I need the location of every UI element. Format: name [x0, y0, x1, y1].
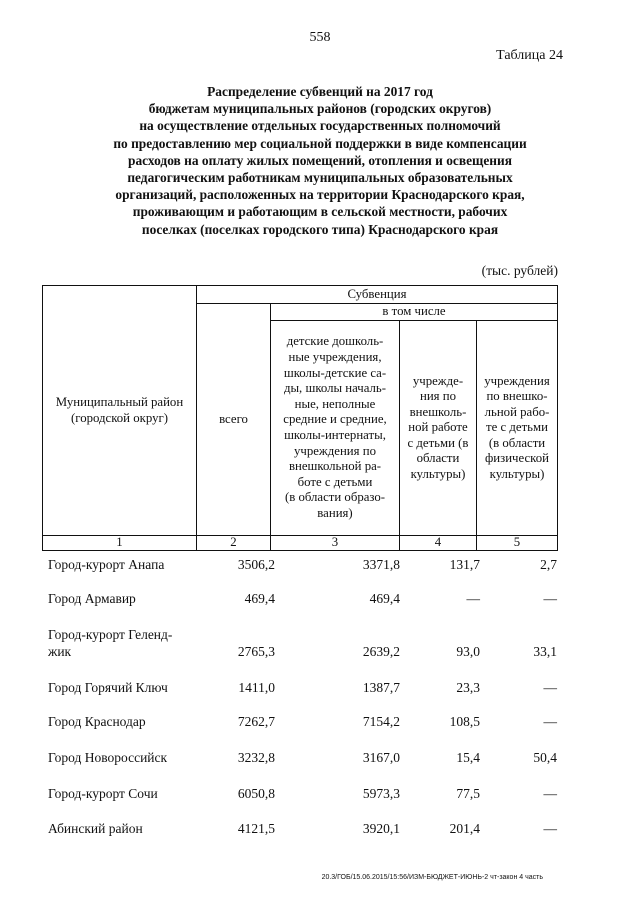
header-text-line: ния по: [419, 389, 456, 404]
col-number-3: 3: [331, 535, 339, 550]
table-row: [48, 556, 560, 588]
header-text-line: внешколь-: [409, 404, 467, 419]
value-education: 1387,7: [362, 680, 400, 695]
header-text-line: те с детьми: [486, 420, 548, 435]
header-preschool: [271, 321, 399, 535]
right-border: [557, 285, 558, 551]
district-name: Город Новороссийск: [48, 750, 168, 765]
header-text-line: (в области образо-: [284, 490, 386, 505]
title-line: расходов на оплату жилых помещений, отопления и освещения: [128, 152, 512, 168]
value-total: 3506,2: [237, 557, 275, 572]
title-line: поселках (поселках городского типа) Краснодарского края: [141, 221, 499, 237]
value-education: 3371,8: [362, 557, 400, 572]
col-number-1: 1: [116, 535, 123, 550]
value-sport: —: [543, 821, 557, 836]
header-text-line: физической: [485, 451, 549, 466]
header-total: всего: [219, 411, 248, 426]
value-education: 3167,0: [362, 750, 400, 765]
value-sport: —: [543, 680, 557, 695]
header-text-line: с детьми (в: [407, 435, 469, 450]
district-name: Город-курорт Сочи: [48, 786, 158, 801]
document-title: [60, 83, 580, 238]
district-name: Абинский район: [48, 821, 143, 836]
title-line: Распределение субвенций на 2017 год: [207, 84, 433, 99]
header-district: [43, 286, 196, 535]
table-row: [48, 820, 560, 852]
header-text-line: по внешко-: [486, 389, 548, 404]
header-text-line: учреждения по: [294, 443, 376, 458]
table-row: [48, 713, 560, 745]
title-line: организаций, расположенных на территории Краснодарского края,: [115, 187, 525, 203]
value-total: 3232,8: [237, 750, 275, 765]
title-line: проживающим и работающим в сельской местности, рабочих: [132, 204, 508, 220]
header-text-line: учрежде-: [412, 374, 464, 389]
table-row: [48, 626, 560, 666]
value-sport: —: [543, 591, 557, 606]
footer-meta: 20.3/ГОБ/15.06.2015/15:56/ИЗМ-БЮДЖЕТ-ИЮНЬ-2 чт-закон 4 часть: [321, 874, 543, 881]
header-text-line: школы-детские са-: [283, 365, 387, 380]
value-culture: 131,7: [449, 557, 480, 572]
table-row: [48, 590, 560, 622]
district-name-line: жик: [48, 644, 72, 659]
value-culture: 77,5: [456, 786, 480, 801]
value-sport: 50,4: [533, 750, 557, 765]
header-text-line: культуры): [489, 466, 545, 481]
col-number-5: 5: [513, 535, 521, 550]
district-name: Город-курорт Анапа: [48, 557, 165, 572]
header-text-line: ные учреждения,: [288, 350, 382, 365]
title-line: педагогическим работникам муниципальных образовательных: [127, 170, 513, 186]
header-text-line: области: [416, 451, 460, 466]
header-culture: [400, 321, 476, 535]
table-row: [48, 679, 560, 711]
district-name: Город Армавир: [48, 591, 136, 606]
header-text-line: детские дошколь-: [286, 334, 384, 349]
district-name: [48, 626, 208, 660]
header-text-line: ной работе: [408, 420, 468, 435]
header-text-line: (городской округ): [71, 410, 168, 425]
header-text-line: культуры): [410, 466, 466, 481]
value-total: 1411,0: [238, 680, 275, 695]
col-number-4: 4: [434, 535, 442, 550]
header-text-line: учреждения: [484, 374, 550, 389]
page-number: 558: [309, 30, 331, 45]
header-text-line: ные, неполные: [294, 396, 376, 411]
value-culture: 23,3: [456, 680, 480, 695]
value-culture: 108,5: [449, 714, 480, 729]
value-sport: 33,1: [533, 644, 557, 659]
value-education: 2639,2: [362, 644, 400, 659]
value-sport: —: [543, 786, 557, 801]
value-total: 7262,7: [237, 714, 275, 729]
value-total: 6050,8: [237, 786, 275, 801]
title-line: бюджетам муниципальных районов (городских округов): [148, 101, 492, 117]
header-text-line: (в области: [488, 435, 546, 450]
header-text-line: внешкольной ра-: [288, 459, 382, 474]
header-text-line: льной рабо-: [484, 404, 550, 419]
value-sport: 2,7: [540, 557, 557, 572]
header-text-line: Муниципальный район: [55, 395, 184, 410]
header-text-line: школы-интернаты,: [284, 428, 386, 442]
title-line: на осуществление отдельных государственных полномочий: [139, 118, 501, 134]
value-education: 3920,1: [362, 821, 400, 836]
header-text-line: вания): [317, 505, 353, 520]
value-total: 4121,5: [237, 821, 275, 836]
table-row: [48, 785, 560, 817]
value-culture: 201,4: [449, 821, 480, 836]
title-line: по предоставлению мер социальной поддержки в виде компенсации: [113, 135, 527, 151]
district-name-line: Город-курорт Геленд-: [48, 627, 173, 642]
value-total: 2765,3: [237, 644, 275, 659]
header-text-line: боте с детьми: [297, 474, 373, 489]
table-row: [48, 749, 560, 781]
value-education: 469,4: [369, 591, 400, 606]
col-number-2: 2: [230, 535, 237, 550]
units-label: (тыс. рублей): [481, 263, 558, 278]
district-name: Город Краснодар: [48, 714, 146, 729]
header-including: в том числе: [382, 304, 446, 319]
table-label: Таблица 24: [496, 48, 563, 63]
value-education: 5973,3: [362, 786, 400, 801]
value-sport: —: [543, 714, 557, 729]
value-education: 7154,2: [362, 714, 400, 729]
value-culture: —: [466, 591, 480, 606]
value-culture: 15,4: [456, 750, 480, 765]
header-subvention: Субвенция: [347, 286, 407, 301]
header-sport: [477, 321, 557, 535]
value-culture: 93,0: [456, 644, 480, 659]
district-name: Город Горячий Ключ: [48, 680, 168, 695]
header-text-line: ды, школы началь-: [283, 381, 387, 396]
value-total: 469,4: [244, 591, 275, 606]
header-text-line: средние и средние,: [283, 412, 387, 427]
